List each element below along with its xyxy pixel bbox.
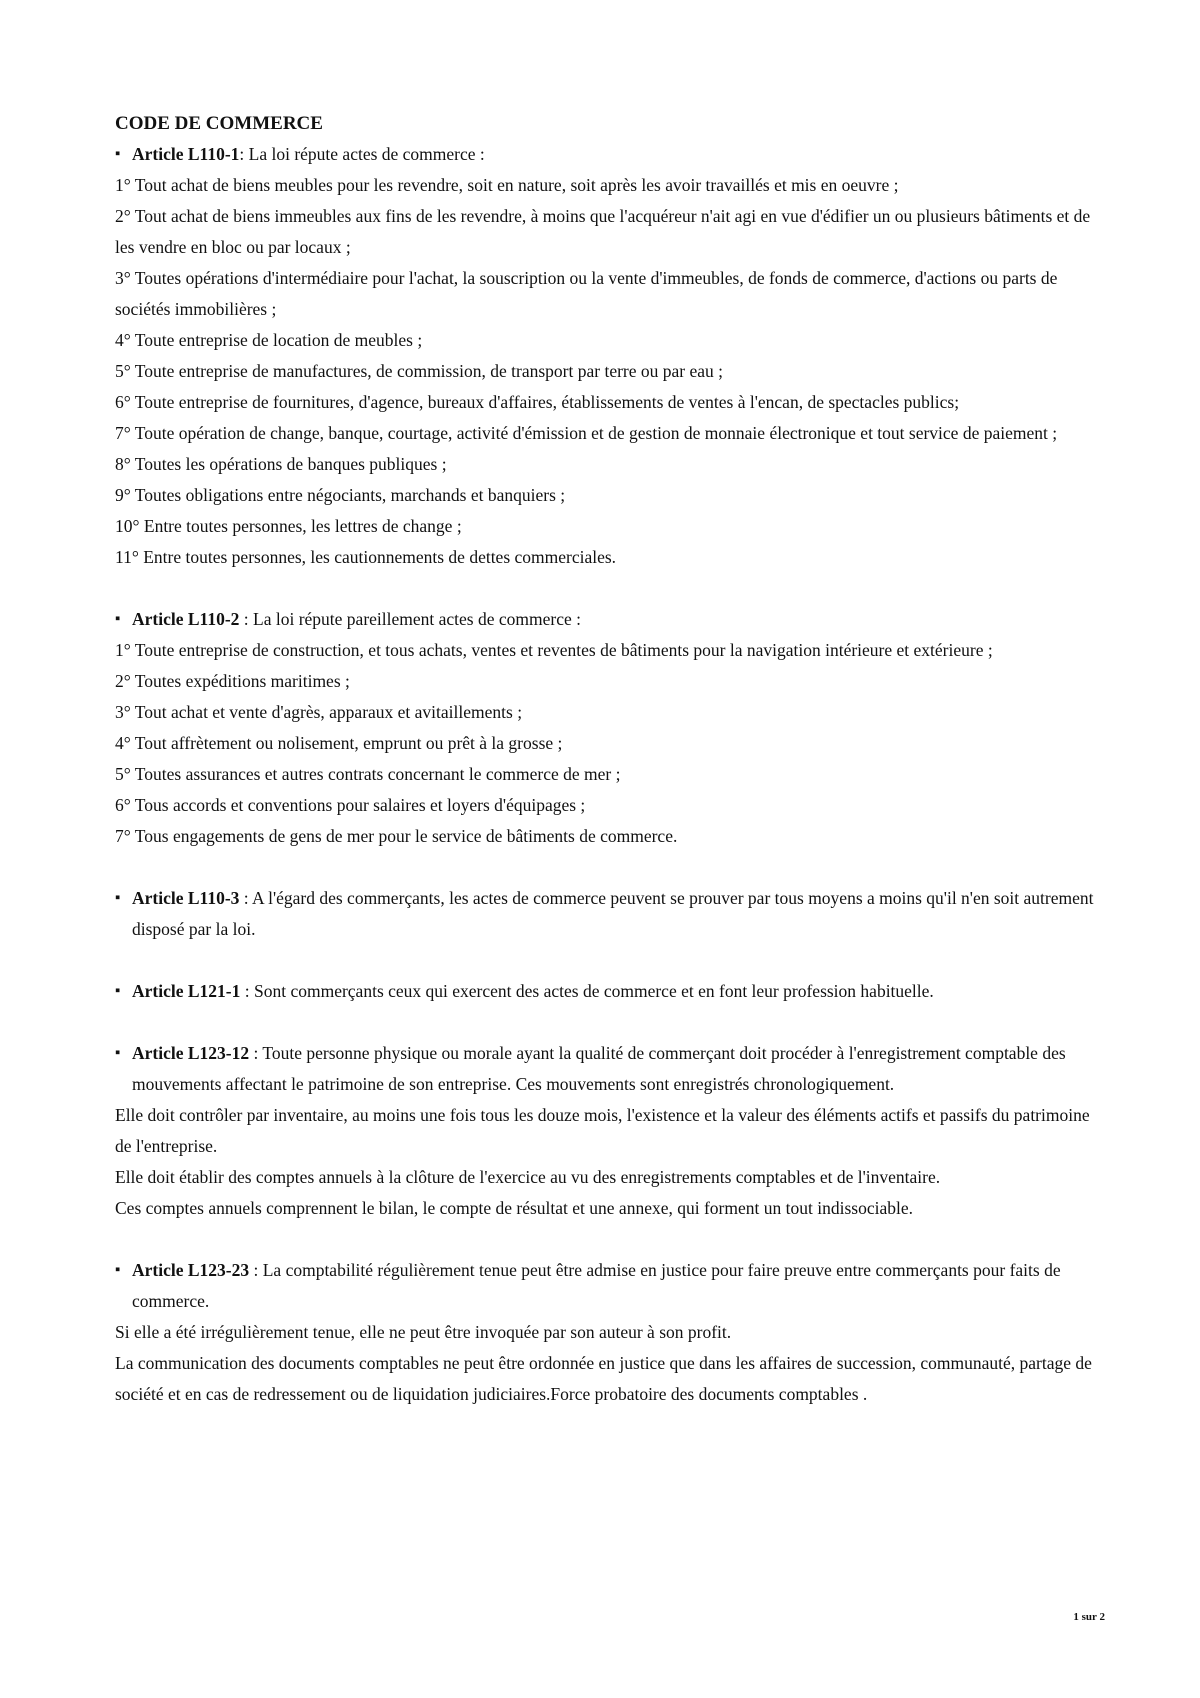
list-item: 1° Toute entreprise de construction, et tous achats, ventes et reventes de bâtiments pour la navigation intérieure et extérieure ; — [115, 640, 993, 660]
paragraph: Elle doit établir des comptes annuels à la clôture de l'exercice au vu des enregistrements comptables et de l'inventaire. — [115, 1167, 941, 1187]
list-item: 5° Toutes assurances et autres contrats concernant le commerce de mer ; — [115, 764, 621, 784]
list-item: 7° Toute opération de change, banque, courtage, activité d'émission et de gestion de monnaie électronique et tout service de paiement ; — [115, 423, 1058, 443]
bullet-icon: ▪ — [115, 983, 121, 999]
spacer — [115, 945, 1105, 976]
list-item: 6° Toute entreprise de fournitures, d'agence, bureaux d'affaires, établissements de ventes à l'encan, de spectacles publics; — [115, 392, 960, 412]
article-l110-1-heading — [115, 139, 1105, 170]
article-l110-3 — [115, 883, 1105, 945]
paragraph: La communication des documents comptables ne peut être ordonnée en justice que dans les affaires de succession, communauté, partage de société et en cas de redressement ou de liquidation judiciaires.Force probatoire des documents comptables . — [115, 1353, 1092, 1404]
article-l121-1 — [115, 976, 1105, 1007]
article-label: Article L110-3 — [132, 888, 240, 908]
paragraph: Elle doit contrôler par inventaire, au moins une fois tous les douze mois, l'existence et la valeur des éléments actifs et passifs du patrimoine de l'entreprise. — [115, 1105, 1090, 1156]
document-page — [115, 108, 1105, 1410]
article-text: : Toute personne physique ou morale ayant la qualité de commerçant doit procéder à l'enregistrement comptable des mouvements affectant le patrimoine de son entreprise. Ces mouvements sont enregistrés chronologiquement. — [132, 1043, 1066, 1094]
list-item: 4° Toute entreprise de location de meubles ; — [115, 330, 423, 350]
article-l123-12 — [115, 1038, 1105, 1100]
list-item: 11° Entre toutes personnes, les cautionnements de dettes commerciales. — [115, 547, 617, 567]
article-label: Article L123-12 — [132, 1043, 250, 1063]
spacer — [115, 1007, 1105, 1038]
list-item: 3° Toutes opérations d'intermédiaire pour l'achat, la souscription ou la vente d'immeubles, de fonds de commerce, d'actions ou parts de sociétés immobilières ; — [115, 268, 1058, 319]
spacer — [115, 573, 1105, 604]
list-item: 5° Toute entreprise de manufactures, de commission, de transport par terre ou par eau ; — [115, 361, 724, 381]
bullet-icon: ▪ — [115, 890, 121, 906]
list-item: 2° Tout achat de biens immeubles aux fins de les revendre, à moins que l'acquéreur n'ait agi en vue d'édifier un ou plusieurs bâtiments et de les vendre en bloc ou par locaux ; — [115, 206, 1091, 257]
list-item: 2° Toutes expéditions maritimes ; — [115, 671, 350, 691]
list-item: 3° Tout achat et vente d'agrès, apparaux et avitaillements ; — [115, 702, 523, 722]
list-item: 6° Tous accords et conventions pour salaires et loyers d'équipages ; — [115, 795, 586, 815]
paragraph: Ces comptes annuels comprennent le bilan, le compte de résultat et une annexe, qui forment un tout indissociable. — [115, 1198, 913, 1218]
bullet-icon: ▪ — [115, 146, 121, 162]
article-label: Article L110-2 — [132, 609, 240, 629]
list-item: 10° Entre toutes personnes, les lettres de change ; — [115, 516, 462, 536]
article-text: : La comptabilité régulièrement tenue peut être admise en justice pour faire preuve entre commerçants pour faits de commerce. — [132, 1260, 1061, 1311]
page-number: 1 sur 2 — [1073, 1611, 1105, 1623]
list-item: 8° Toutes les opérations de banques publiques ; — [115, 454, 447, 474]
article-label: Article L121-1 — [132, 981, 241, 1001]
list-item: 9° Toutes obligations entre négociants, marchands et banquiers ; — [115, 485, 566, 505]
paragraph: Si elle a été irrégulièrement tenue, elle ne peut être invoquée par son auteur à son profit. — [115, 1322, 732, 1342]
list-item: 4° Tout affrètement ou nolisement, emprunt ou prêt à la grosse ; — [115, 733, 563, 753]
list-item: 7° Tous engagements de gens de mer pour le service de bâtiments de commerce. — [115, 826, 678, 846]
article-label: Article L110-1 — [132, 144, 240, 164]
bullet-icon: ▪ — [115, 1045, 121, 1061]
article-l123-23 — [115, 1255, 1105, 1317]
spacer — [115, 852, 1105, 883]
article-l110-2-heading — [115, 604, 1105, 635]
article-text: : Sont commerçants ceux qui exercent des actes de commerce et en font leur profession habituelle. — [240, 981, 934, 1001]
document-title: CODE DE COMMERCE — [115, 113, 323, 134]
article-intro: : La loi répute pareillement actes de commerce : — [239, 609, 581, 629]
article-text: : A l'égard des commerçants, les actes de commerce peuvent se prouver par tous moyens a moins qu'il n'en soit autrement disposé par la loi. — [132, 888, 1094, 939]
bullet-icon: ▪ — [115, 611, 121, 627]
article-intro: : La loi répute actes de commerce : — [239, 144, 485, 164]
list-item: 1° Tout achat de biens meubles pour les revendre, soit en nature, soit après les avoir travaillés et mis en oeuvre ; — [115, 175, 899, 195]
article-label: Article L123-23 — [132, 1260, 250, 1280]
bullet-icon: ▪ — [115, 1262, 121, 1278]
spacer — [115, 1224, 1105, 1255]
